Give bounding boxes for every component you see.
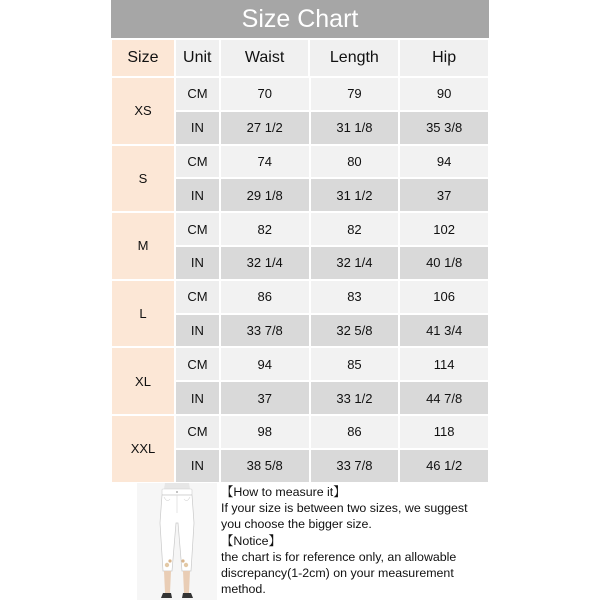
waist-cell: 70 bbox=[220, 77, 310, 111]
waist-cell: 37 bbox=[220, 381, 310, 415]
hip-cell: 114 bbox=[399, 347, 489, 381]
notice-text: the chart is for reference only, an allowable bbox=[221, 549, 457, 564]
table-row bbox=[175, 77, 489, 111]
table-row bbox=[175, 415, 489, 449]
header-size: Size bbox=[111, 39, 175, 77]
hip-cell: 94 bbox=[399, 145, 489, 179]
length-cell: 79 bbox=[310, 77, 400, 111]
size-label: XS bbox=[111, 77, 175, 145]
white-capri-pants-icon bbox=[137, 483, 217, 600]
waist-cell: 33 7/8 bbox=[220, 314, 310, 348]
table-row bbox=[175, 246, 489, 280]
unit-cell: IN bbox=[175, 178, 220, 212]
length-cell: 31 1/2 bbox=[310, 178, 400, 212]
unit-cell: CM bbox=[175, 212, 220, 246]
waist-cell: 74 bbox=[220, 145, 310, 179]
waist-cell: 98 bbox=[220, 415, 310, 449]
table-row bbox=[175, 280, 489, 314]
length-cell: 83 bbox=[310, 280, 400, 314]
hip-cell: 44 7/8 bbox=[399, 381, 489, 415]
size-group-xl bbox=[111, 347, 489, 415]
hip-cell: 90 bbox=[399, 77, 489, 111]
table-row bbox=[175, 212, 489, 246]
table-row bbox=[175, 111, 489, 145]
size-label: M bbox=[111, 212, 175, 280]
how-to-measure-heading: 【How to measure it】 bbox=[221, 485, 346, 499]
header-length: Length bbox=[309, 39, 399, 77]
hip-cell: 46 1/2 bbox=[399, 449, 489, 483]
chart-title: Size Chart bbox=[111, 0, 489, 38]
how-to-measure-text: you choose the bigger size. bbox=[221, 517, 372, 532]
unit-cell: CM bbox=[175, 77, 220, 111]
unit-cell: CM bbox=[175, 347, 220, 381]
hip-cell: 37 bbox=[399, 178, 489, 212]
length-cell: 33 1/2 bbox=[310, 381, 400, 415]
length-cell: 31 1/8 bbox=[310, 111, 400, 145]
size-group-xxl bbox=[111, 415, 489, 483]
notice-text: discrepancy(1-2cm) on your measurement bbox=[221, 566, 454, 581]
length-cell: 86 bbox=[310, 415, 400, 449]
product-photo bbox=[137, 483, 217, 600]
length-cell: 33 7/8 bbox=[310, 449, 400, 483]
hip-cell: 118 bbox=[399, 415, 489, 449]
waist-cell: 38 5/8 bbox=[220, 449, 310, 483]
waist-cell: 29 1/8 bbox=[220, 178, 310, 212]
length-cell: 32 1/4 bbox=[310, 246, 400, 280]
hip-cell: 35 3/8 bbox=[399, 111, 489, 145]
size-group-xs bbox=[111, 77, 489, 145]
header-hip: Hip bbox=[399, 39, 489, 77]
hip-cell: 102 bbox=[399, 212, 489, 246]
waist-cell: 27 1/2 bbox=[220, 111, 310, 145]
table-row bbox=[175, 314, 489, 348]
hip-cell: 106 bbox=[399, 280, 489, 314]
unit-cell: IN bbox=[175, 449, 220, 483]
length-cell: 32 5/8 bbox=[310, 314, 400, 348]
unit-cell: IN bbox=[175, 111, 220, 145]
size-label: XXL bbox=[111, 415, 175, 483]
hip-cell: 40 1/8 bbox=[399, 246, 489, 280]
waist-cell: 94 bbox=[220, 347, 310, 381]
table-row bbox=[175, 347, 489, 381]
unit-cell: CM bbox=[175, 415, 220, 449]
notice-text: method. bbox=[221, 582, 266, 597]
table-row bbox=[175, 449, 489, 483]
waist-cell: 86 bbox=[220, 280, 310, 314]
waist-cell: 82 bbox=[220, 212, 310, 246]
unit-cell: IN bbox=[175, 246, 220, 280]
notice-heading: 【Notice】 bbox=[221, 533, 281, 548]
unit-cell: CM bbox=[175, 145, 220, 179]
table-row bbox=[175, 145, 489, 179]
size-label: S bbox=[111, 145, 175, 213]
unit-cell: CM bbox=[175, 280, 220, 314]
size-group-m bbox=[111, 212, 489, 280]
length-cell: 82 bbox=[310, 212, 400, 246]
table-row bbox=[175, 381, 489, 415]
table-header-row bbox=[111, 39, 489, 77]
size-table bbox=[111, 39, 489, 483]
unit-cell: IN bbox=[175, 381, 220, 415]
size-group-s bbox=[111, 145, 489, 213]
length-cell: 80 bbox=[310, 145, 400, 179]
unit-cell: IN bbox=[175, 314, 220, 348]
waist-cell: 32 1/4 bbox=[220, 246, 310, 280]
header-unit: Unit bbox=[175, 39, 220, 77]
length-cell: 85 bbox=[310, 347, 400, 381]
size-label: XL bbox=[111, 347, 175, 415]
size-label: L bbox=[111, 280, 175, 348]
table-row bbox=[175, 178, 489, 212]
size-group-l bbox=[111, 280, 489, 348]
how-to-measure-text: If your size is between two sizes, we suggest bbox=[221, 501, 468, 516]
hip-cell: 41 3/4 bbox=[399, 314, 489, 348]
measurement-notes bbox=[221, 484, 491, 597]
header-waist: Waist bbox=[220, 39, 310, 77]
